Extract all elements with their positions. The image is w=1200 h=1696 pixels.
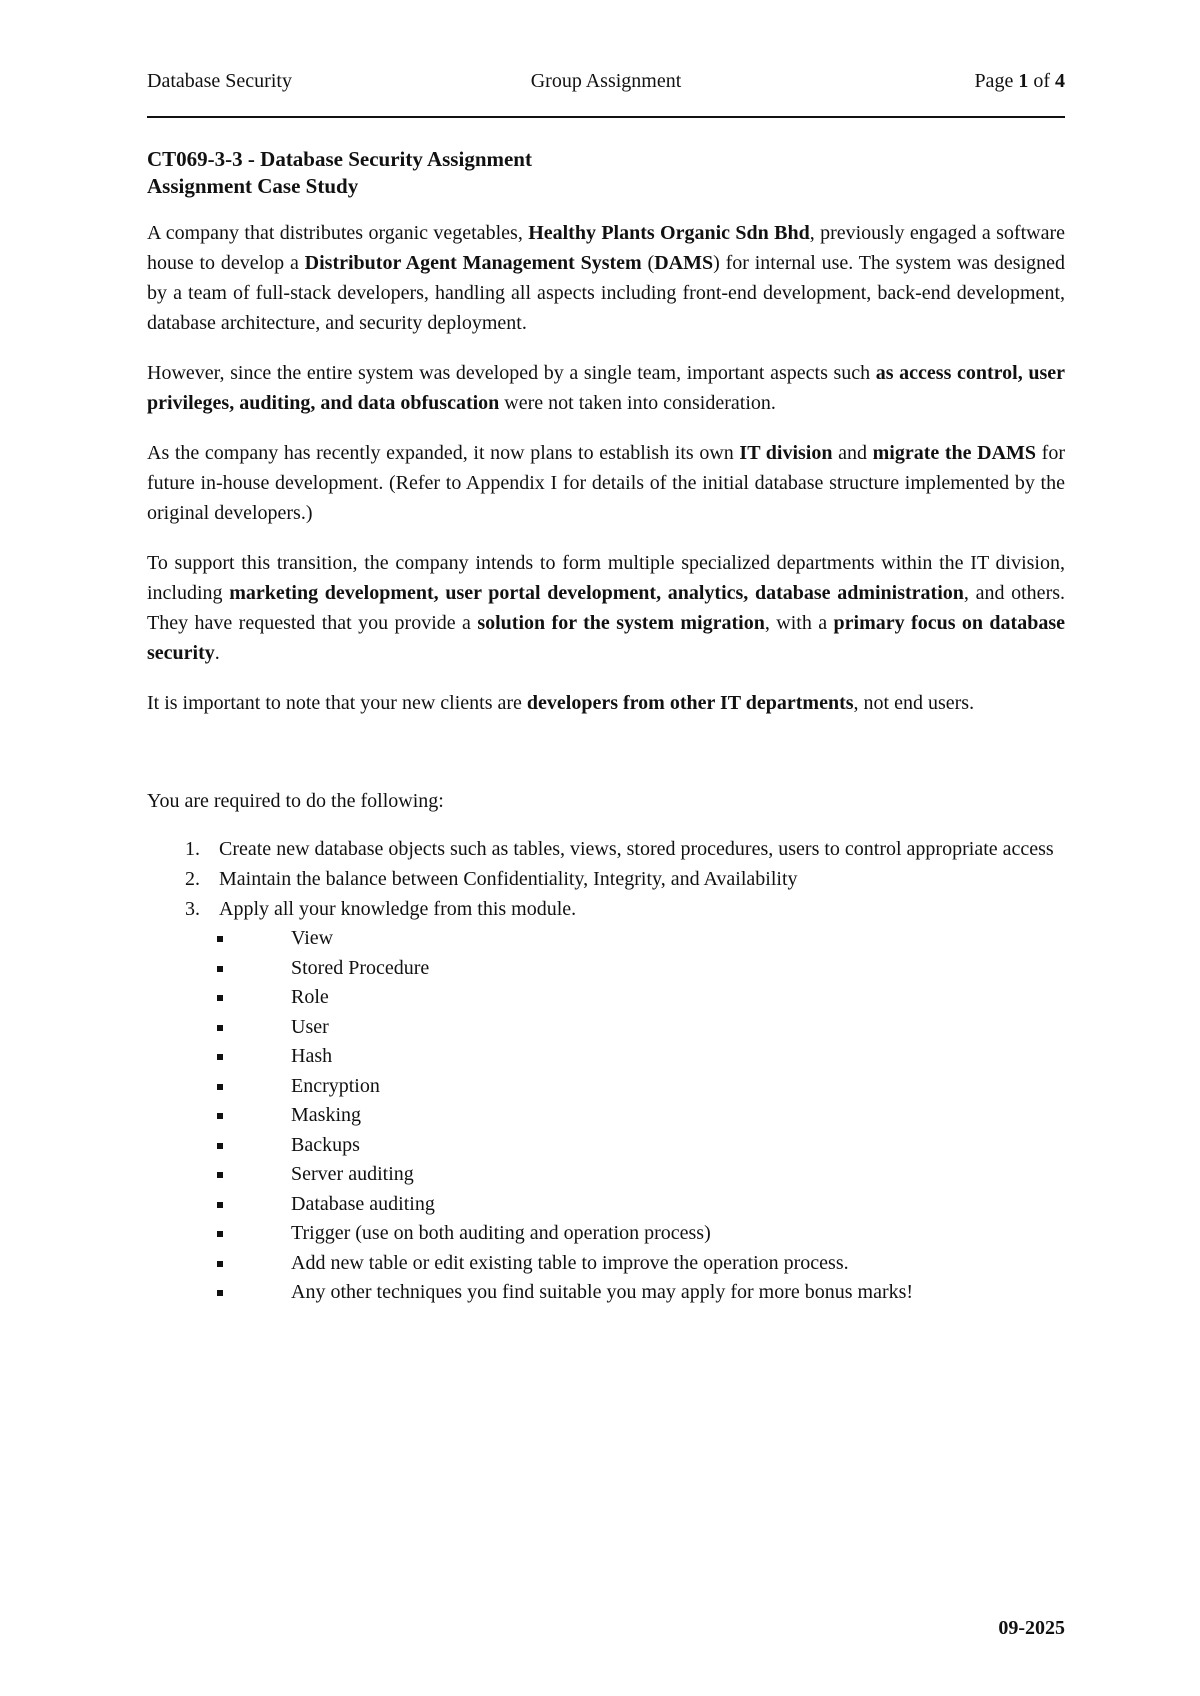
square-bullet-icon <box>217 1290 223 1296</box>
paragraph-expansion: As the company has recently expanded, it now plans to establish its own IT division and migrate the DAMS for future in-house development. (Refer to Appendix I for details of the initial database structure implemented by the original developers.) <box>147 442 1065 524</box>
square-bullet-icon <box>217 1261 223 1267</box>
technique-item: View <box>219 924 1065 954</box>
technique-item: Trigger (use on both auditing and operation process) <box>219 1219 1065 1249</box>
document-body <box>147 146 1065 1308</box>
requirements-intro: You are required to do the following: <box>147 790 444 812</box>
requirement-item: 2. Maintain the balance between Confidentiality, Integrity, and Availability <box>185 868 798 890</box>
technique-item: Server auditing <box>219 1160 1065 1190</box>
square-bullet-icon <box>217 1025 223 1031</box>
page-header <box>147 70 1065 96</box>
square-bullet-icon <box>217 995 223 1001</box>
header-page-number: Page 1 of 4 <box>974 70 1065 92</box>
technique-item: Stored Procedure <box>219 954 1065 984</box>
header-rule <box>147 116 1065 118</box>
square-bullet-icon <box>217 1054 223 1060</box>
square-bullet-icon <box>217 936 223 942</box>
technique-item: Database auditing <box>219 1190 1065 1220</box>
title-line-2: Assignment Case Study <box>147 174 359 198</box>
technique-item: User <box>219 1013 1065 1043</box>
square-bullet-icon <box>217 1172 223 1178</box>
technique-item: Add new table or edit existing table to improve the operation process. <box>219 1249 1065 1279</box>
paragraph-intro: A company that distributes organic vegetables, Healthy Plants Organic Sdn Bhd, previously engaged a software house to develop a Distributor Agent Management System (DAMS) for internal use. The system was designed by a team of full-stack developers, handling all aspects including front-end development, back-end development, database architecture, and security deployment. <box>147 222 1065 334</box>
technique-list <box>219 924 1065 1308</box>
technique-item: Role <box>219 983 1065 1013</box>
technique-item: Masking <box>219 1101 1065 1131</box>
technique-item: Hash <box>219 1042 1065 1072</box>
requirement-item: 3. Apply all your knowledge from this module. View Stored Procedure Role User Hash Encryption Masking Backups Server auditing Database auditing Trigger (use on both auditing and operation process) Add new table or edit existing table to improve the operation process. Any other techniques you find suitable you may apply for more bonus marks! <box>147 894 1065 1308</box>
paragraph-clients-note: It is important to note that your new clients are developers from other IT departments, not end users. <box>147 692 975 714</box>
header-course: Database Security <box>147 70 292 92</box>
footer-date: 09-2025 <box>998 1617 1065 1639</box>
square-bullet-icon <box>217 1202 223 1208</box>
technique-item: Any other techniques you find suitable you may apply for more bonus marks! <box>219 1278 1065 1308</box>
title-line-1: CT069-3-3 - Database Security Assignment <box>147 147 532 171</box>
paragraph-transition: To support this transition, the company intends to form multiple specialized departments within the IT division, including marketing development, user portal development, analytics, database administration, and others. They have requested that you provide a solution for the system migration, with a primary focus on database security. <box>147 552 1066 664</box>
square-bullet-icon <box>217 1231 223 1237</box>
technique-item: Backups <box>219 1131 1065 1161</box>
square-bullet-icon <box>217 966 223 972</box>
paragraph-problem: However, since the entire system was developed by a single team, important aspects such as access control, user privileges, auditing, and data obfuscation were not taken into consideration. <box>147 362 1065 414</box>
requirement-item: 1. Create new database objects such as tables, views, stored procedures, users to control appropriate access <box>185 838 1054 860</box>
square-bullet-icon <box>217 1084 223 1090</box>
document-title <box>147 146 1065 200</box>
header-assignment-type: Group Assignment <box>530 70 682 92</box>
technique-item: Encryption <box>219 1072 1065 1102</box>
requirements-list <box>147 834 1065 1308</box>
square-bullet-icon <box>217 1143 223 1149</box>
square-bullet-icon <box>217 1113 223 1119</box>
